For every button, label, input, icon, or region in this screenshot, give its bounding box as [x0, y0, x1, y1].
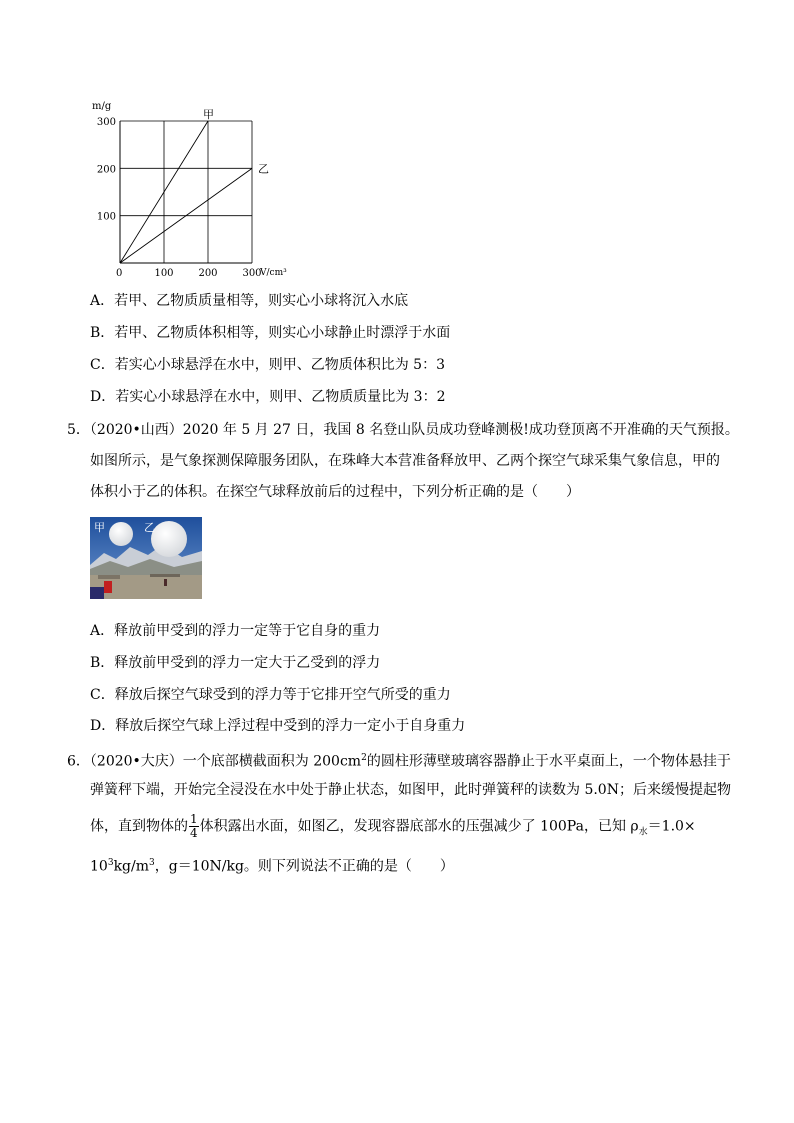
- q5-stem-line1: 5．（2020•山西）2020 年 5 月 27 日，我国 8 名登山队员成功登峰测极!成功登顶离不开准确的天气预报。: [67, 422, 739, 438]
- x-axis-label: V/cm³: [260, 268, 287, 278]
- q5-option-a: A．释放前甲受到的浮力一定等于它自身的重力: [90, 623, 381, 639]
- photo-label-jia: 甲: [94, 521, 105, 534]
- series-label: 乙: [258, 162, 269, 176]
- fraction-one-quarter: $\frac{1}{4}$: [190, 812, 198, 840]
- x-tick-label: 300: [242, 268, 262, 279]
- q6-stem-line4: $10^3kg/m^3$，g＝10N/kg。则下列说法不正确的是（ ）: [90, 858, 454, 875]
- chart-labels: [92, 101, 287, 279]
- q6-stem-line2: 弹簧秤下端，开始完全浸没在水中处于静止状态，如图甲，此时弹簧秤的读数为 5.0N；后来缓慢提起物: [90, 782, 731, 798]
- balloon-photo: [90, 517, 202, 599]
- x-tick-label: 200: [198, 268, 218, 279]
- y-tick-label: 100: [96, 211, 116, 223]
- x-tick-label: 100: [154, 268, 174, 279]
- balloon-yi-icon: [151, 521, 187, 557]
- photo-label-yi: 乙: [144, 521, 155, 534]
- origin-label: 0: [116, 268, 123, 279]
- mass-volume-chart: [88, 100, 308, 290]
- balloon-jia-icon: [109, 522, 133, 546]
- y-tick-label: 200: [96, 164, 116, 176]
- q4-option-c: C．若实心小球悬浮在水中，则甲、乙物质体积比为 5：3: [90, 357, 445, 373]
- y-tick-label: 300: [96, 117, 116, 128]
- q4-option-b: B．若甲、乙物质体积相等，则实心小球静止时漂浮于水面: [90, 325, 451, 341]
- q5-option-d: D．释放后探空气球上浮过程中受到的浮力一定小于自身重力: [90, 718, 466, 734]
- q5-option-c: C．释放后探空气球受到的浮力等于它排开空气所受的重力: [90, 687, 451, 703]
- chart-grid: [120, 121, 252, 263]
- q5-stem-line2: 如图所示，是气象探测保障服务团队，在珠峰大本营准备释放甲、乙两个探空气球采集气象信息，甲的: [90, 453, 720, 469]
- chart-series: [120, 121, 252, 263]
- q6-stem-line1: 6．（2020•大庆）一个底部横截面积为 $200cm^2$的圆柱形薄壁玻璃容器静止于水平桌面上，一个物体悬挂于: [67, 753, 731, 770]
- q5-option-b: B．释放前甲受到的浮力一定大于乙受到的浮力: [90, 655, 381, 671]
- series-label: 甲: [203, 108, 214, 121]
- q5-stem-line3: 体积小于乙的体积。在探空气球释放前后的过程中，下列分析正确的是（ ）: [90, 484, 580, 500]
- q4-option-d: D．若实心小球悬浮在水中，则甲、乙物质质量比为 3：2: [90, 389, 446, 405]
- q6-stem-line3: 体，直到物体的 $\frac{1}{4}$ 体积露出水面，如图乙，发现容器底部水的压强减少了 100Pa，已知 $\rho_水=1.0\times$: [90, 812, 696, 840]
- y-axis-label: m/g: [92, 101, 112, 112]
- q4-option-a: A．若甲、乙物质质量相等，则实心小球将沉入水底: [90, 293, 409, 309]
